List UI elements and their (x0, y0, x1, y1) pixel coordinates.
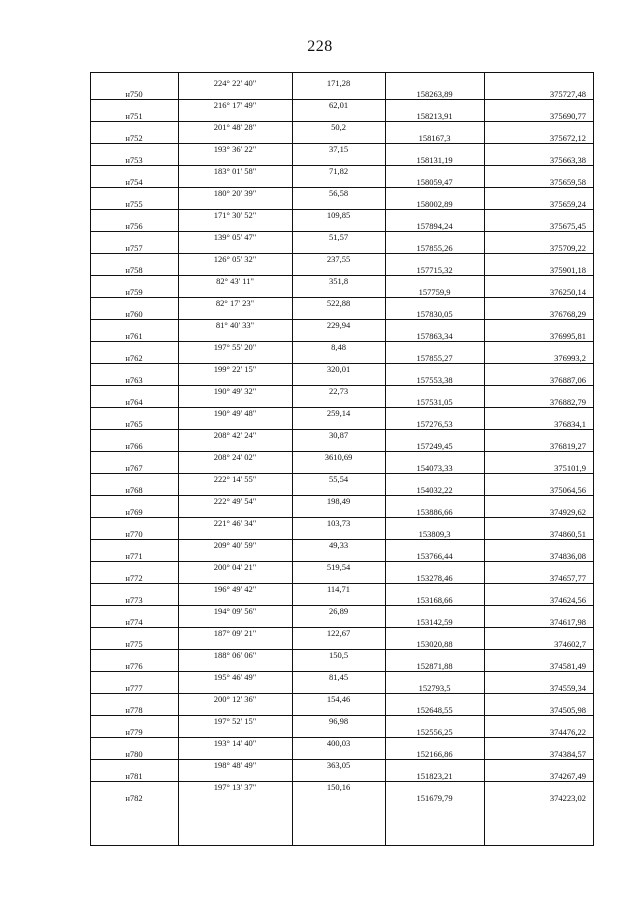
x-coordinate-cell: 157276,53 (416, 419, 453, 429)
x-coordinate-cell: 153020,88 (416, 639, 453, 649)
y-coordinate-cell: 374617,98 (549, 617, 586, 627)
bearing-angle-cell: 208° 42' 24" (213, 430, 257, 440)
point-name-cell: н759 (125, 287, 143, 297)
x-coordinate-cell: 153168,66 (416, 595, 453, 605)
table-row (90, 694, 594, 716)
page-number: 228 (307, 38, 333, 55)
table-row (90, 606, 594, 628)
x-coordinate-cell: 151679,79 (416, 793, 453, 803)
point-name-cell: н780 (125, 749, 143, 759)
segment-length-cell: 522,88 (326, 298, 351, 308)
table-row (90, 254, 594, 276)
segment-length-cell: 237,55 (326, 254, 351, 264)
x-coordinate-cell: 153886,66 (416, 507, 453, 517)
y-coordinate-cell: 374267,49 (549, 771, 586, 781)
segment-length-cell: 62,01 (328, 100, 349, 110)
table-row (90, 760, 594, 782)
segment-length-cell: 51,57 (328, 232, 349, 242)
point-name-cell: н753 (125, 155, 143, 165)
table-row (90, 144, 594, 166)
y-coordinate-cell: 374476,22 (549, 727, 586, 737)
table-row (90, 276, 594, 298)
point-name-cell: н751 (125, 111, 143, 121)
bearing-angle-cell: 216° 17' 49" (213, 100, 257, 110)
table-row (90, 298, 594, 320)
y-coordinate-cell: 374223,02 (549, 793, 586, 803)
point-name-cell: н769 (125, 507, 143, 517)
x-coordinate-cell: 158059,47 (416, 177, 453, 187)
bearing-angle-cell: 183° 01' 58" (213, 166, 257, 176)
y-coordinate-cell: 374581,49 (549, 661, 586, 671)
table-row (90, 650, 594, 672)
x-coordinate-cell: 151823,21 (416, 771, 453, 781)
x-coordinate-cell: 153809,3 (418, 529, 451, 539)
point-name-cell: н755 (125, 199, 143, 209)
point-name-cell: н782 (125, 793, 143, 803)
table-row (90, 540, 594, 562)
x-coordinate-cell: 157855,27 (416, 353, 453, 363)
x-coordinate-cell: 158131,19 (416, 155, 453, 165)
y-coordinate-cell: 376819,27 (549, 441, 586, 451)
bearing-angle-cell: 81° 40' 33" (215, 320, 255, 330)
y-coordinate-cell: 374836,08 (549, 551, 586, 561)
y-coordinate-cell: 375659,24 (549, 199, 586, 209)
segment-length-cell: 22,73 (328, 386, 349, 396)
point-name-cell: н756 (125, 221, 143, 231)
table-row (90, 364, 594, 386)
x-coordinate-cell: 157531,05 (416, 397, 453, 407)
bearing-angle-cell: 200° 12' 36" (213, 694, 257, 704)
x-coordinate-cell: 154032,22 (416, 485, 453, 495)
x-coordinate-cell: 152648,55 (416, 705, 453, 715)
segment-length-cell: 519,54 (326, 562, 351, 572)
segment-length-cell: 56,58 (328, 188, 349, 198)
y-coordinate-cell: 375727,48 (549, 89, 586, 99)
segment-length-cell: 114,71 (326, 584, 351, 594)
y-coordinate-cell: 375663,38 (549, 155, 586, 165)
coordinates-table (90, 72, 594, 846)
segment-length-cell: 171,28 (326, 78, 351, 88)
point-name-cell: н770 (125, 529, 143, 539)
point-name-cell: н777 (125, 683, 143, 693)
x-coordinate-cell: 157830,05 (416, 309, 453, 319)
table-row (90, 188, 594, 210)
table-row (90, 716, 594, 738)
x-coordinate-cell: 157855,26 (416, 243, 453, 253)
point-name-cell: н774 (125, 617, 143, 627)
point-name-cell: н760 (125, 309, 143, 319)
bearing-angle-cell: 197° 52' 15" (213, 716, 257, 726)
segment-length-cell: 150,16 (326, 782, 351, 792)
bearing-angle-cell: 197° 55' 20" (213, 342, 257, 352)
point-name-cell: н766 (125, 441, 143, 451)
segment-length-cell: 71,82 (328, 166, 349, 176)
bearing-angle-cell: 201° 48' 28" (213, 122, 257, 132)
segment-length-cell: 259,14 (326, 408, 351, 418)
bearing-angle-cell: 224° 22' 40" (213, 78, 257, 88)
segment-length-cell: 26,89 (328, 606, 349, 616)
bearing-angle-cell: 208° 24' 02" (213, 452, 257, 462)
table-row (90, 320, 594, 342)
segment-length-cell: 400,03 (326, 738, 351, 748)
bearing-angle-cell: 187° 09' 21" (213, 628, 257, 638)
bearing-angle-cell: 222° 14' 55" (213, 474, 257, 484)
segment-length-cell: 55,54 (328, 474, 349, 484)
table-row (90, 496, 594, 518)
table-row (90, 210, 594, 232)
y-coordinate-cell: 376250,14 (549, 287, 586, 297)
x-coordinate-cell: 158263,89 (416, 89, 453, 99)
bearing-angle-cell: 171° 30' 52" (213, 210, 257, 220)
point-name-cell: н752 (125, 133, 143, 143)
point-name-cell: н761 (125, 331, 143, 341)
segment-length-cell: 96,98 (328, 716, 349, 726)
y-coordinate-cell: 376834,1 (554, 419, 586, 429)
bearing-angle-cell: 82° 43' 11" (216, 276, 254, 286)
bearing-angle-cell: 193° 36' 22" (213, 144, 257, 154)
bearing-angle-cell: 126° 05' 32" (213, 254, 257, 264)
y-coordinate-cell: 374505,98 (549, 705, 586, 715)
x-coordinate-cell: 152793,5 (418, 683, 451, 693)
table-row (90, 430, 594, 452)
x-coordinate-cell: 157759,9 (418, 287, 451, 297)
point-name-cell: н768 (125, 485, 143, 495)
bearing-angle-cell: 209° 40' 59" (213, 540, 257, 550)
segment-length-cell: 109,85 (326, 210, 351, 220)
x-coordinate-cell: 157863,34 (416, 331, 453, 341)
table-row (90, 782, 594, 804)
segment-length-cell: 49,33 (328, 540, 349, 550)
segment-length-cell: 37,15 (328, 144, 349, 154)
segment-length-cell: 81,45 (328, 672, 349, 682)
segment-length-cell: 150,5 (328, 650, 349, 660)
bearing-angle-cell: 198° 48' 49" (213, 760, 257, 770)
segment-length-cell: 8,48 (331, 342, 346, 352)
point-name-cell: н764 (125, 397, 143, 407)
y-coordinate-cell: 376993,2 (554, 353, 586, 363)
point-name-cell: н767 (125, 463, 143, 473)
point-name-cell: н771 (125, 551, 143, 561)
segment-length-cell: 320,01 (326, 364, 351, 374)
y-coordinate-cell: 374860,51 (549, 529, 586, 539)
point-name-cell: н772 (125, 573, 143, 583)
x-coordinate-cell: 153278,46 (416, 573, 453, 583)
y-coordinate-cell: 375672,12 (549, 133, 586, 143)
x-coordinate-cell: 157715,32 (416, 265, 453, 275)
bearing-angle-cell: 190° 49' 48" (213, 408, 257, 418)
table-row (90, 386, 594, 408)
table-row (90, 408, 594, 430)
table-row (90, 628, 594, 650)
point-name-cell: н754 (125, 177, 143, 187)
segment-length-cell: 198,49 (326, 496, 351, 506)
point-name-cell: н758 (125, 265, 143, 275)
table-row (90, 342, 594, 364)
bearing-angle-cell: 193° 14' 40" (213, 738, 257, 748)
x-coordinate-cell: 153766,44 (416, 551, 453, 561)
segment-length-cell: 154,46 (326, 694, 351, 704)
y-coordinate-cell: 375101,9 (554, 463, 586, 473)
bearing-angle-cell: 194° 09' 56" (213, 606, 257, 616)
bearing-angle-cell: 197° 13' 37" (213, 782, 257, 792)
table-row (90, 78, 594, 100)
x-coordinate-cell: 152556,25 (416, 727, 453, 737)
point-name-cell: н762 (125, 353, 143, 363)
bearing-angle-cell: 82° 17' 23" (215, 298, 255, 308)
table-row (90, 232, 594, 254)
point-name-cell: н781 (125, 771, 143, 781)
bearing-angle-cell: 180° 20' 39" (213, 188, 257, 198)
y-coordinate-cell: 376995,81 (549, 331, 586, 341)
y-coordinate-cell: 375064,56 (549, 485, 586, 495)
x-coordinate-cell: 152871,88 (416, 661, 453, 671)
y-coordinate-cell: 374929,62 (549, 507, 586, 517)
y-coordinate-cell: 375690,77 (549, 111, 586, 121)
point-name-cell: н775 (125, 639, 143, 649)
x-coordinate-cell: 153142,59 (416, 617, 453, 627)
y-coordinate-cell: 374559,34 (549, 683, 586, 693)
bearing-angle-cell: 221° 46' 34" (213, 518, 257, 528)
x-coordinate-cell: 157553,38 (416, 375, 453, 385)
y-coordinate-cell: 375659,58 (549, 177, 586, 187)
segment-length-cell: 122,67 (326, 628, 351, 638)
y-coordinate-cell: 376768,29 (549, 309, 586, 319)
y-coordinate-cell: 376887,06 (549, 375, 586, 385)
table-row (90, 518, 594, 540)
x-coordinate-cell: 158002,89 (416, 199, 453, 209)
table-row (90, 100, 594, 122)
y-coordinate-cell: 374624,56 (549, 595, 586, 605)
x-coordinate-cell: 158213,91 (416, 111, 453, 121)
bearing-angle-cell: 222° 49' 54" (213, 496, 257, 506)
y-coordinate-cell: 375709,22 (549, 243, 586, 253)
segment-length-cell: 3610,69 (324, 452, 353, 462)
table-row (90, 452, 594, 474)
segment-length-cell: 50,2 (331, 122, 346, 132)
bearing-angle-cell: 200° 04' 21" (213, 562, 257, 572)
bearing-angle-cell: 190° 49' 32" (213, 386, 257, 396)
y-coordinate-cell: 374657,77 (549, 573, 586, 583)
segment-length-cell: 363,05 (326, 760, 351, 770)
table-row (90, 166, 594, 188)
x-coordinate-cell: 158167,3 (418, 133, 451, 143)
table-row (90, 474, 594, 496)
y-coordinate-cell: 374384,57 (549, 749, 586, 759)
x-coordinate-cell: 157894,24 (416, 221, 453, 231)
point-name-cell: н765 (125, 419, 143, 429)
point-name-cell: н763 (125, 375, 143, 385)
x-coordinate-cell: 152166,86 (416, 749, 453, 759)
point-name-cell: н773 (125, 595, 143, 605)
y-coordinate-cell: 374602,7 (554, 639, 586, 649)
point-name-cell: н779 (125, 727, 143, 737)
x-coordinate-cell: 154073,33 (416, 463, 453, 473)
bearing-angle-cell: 196° 49' 42" (213, 584, 257, 594)
point-name-cell: н778 (125, 705, 143, 715)
segment-length-cell: 30,87 (328, 430, 349, 440)
table-row (90, 562, 594, 584)
table-row (90, 738, 594, 760)
y-coordinate-cell: 375675,45 (549, 221, 586, 231)
y-coordinate-cell: 376882,79 (549, 397, 586, 407)
point-name-cell: н776 (125, 661, 143, 671)
segment-length-cell: 351,8 (328, 276, 349, 286)
point-name-cell: н757 (125, 243, 143, 253)
bearing-angle-cell: 188° 06' 06" (213, 650, 257, 660)
table-row (90, 672, 594, 694)
x-coordinate-cell: 157249,45 (416, 441, 453, 451)
point-name-cell: н750 (125, 89, 143, 99)
segment-length-cell: 103,73 (326, 518, 351, 528)
bearing-angle-cell: 199° 22' 15" (213, 364, 257, 374)
bearing-angle-cell: 195° 46' 49" (213, 672, 257, 682)
bearing-angle-cell: 139° 05' 47" (213, 232, 257, 242)
segment-length-cell: 229,94 (326, 320, 351, 330)
table-row (90, 584, 594, 606)
table-row (90, 122, 594, 144)
y-coordinate-cell: 375901,18 (549, 265, 586, 275)
